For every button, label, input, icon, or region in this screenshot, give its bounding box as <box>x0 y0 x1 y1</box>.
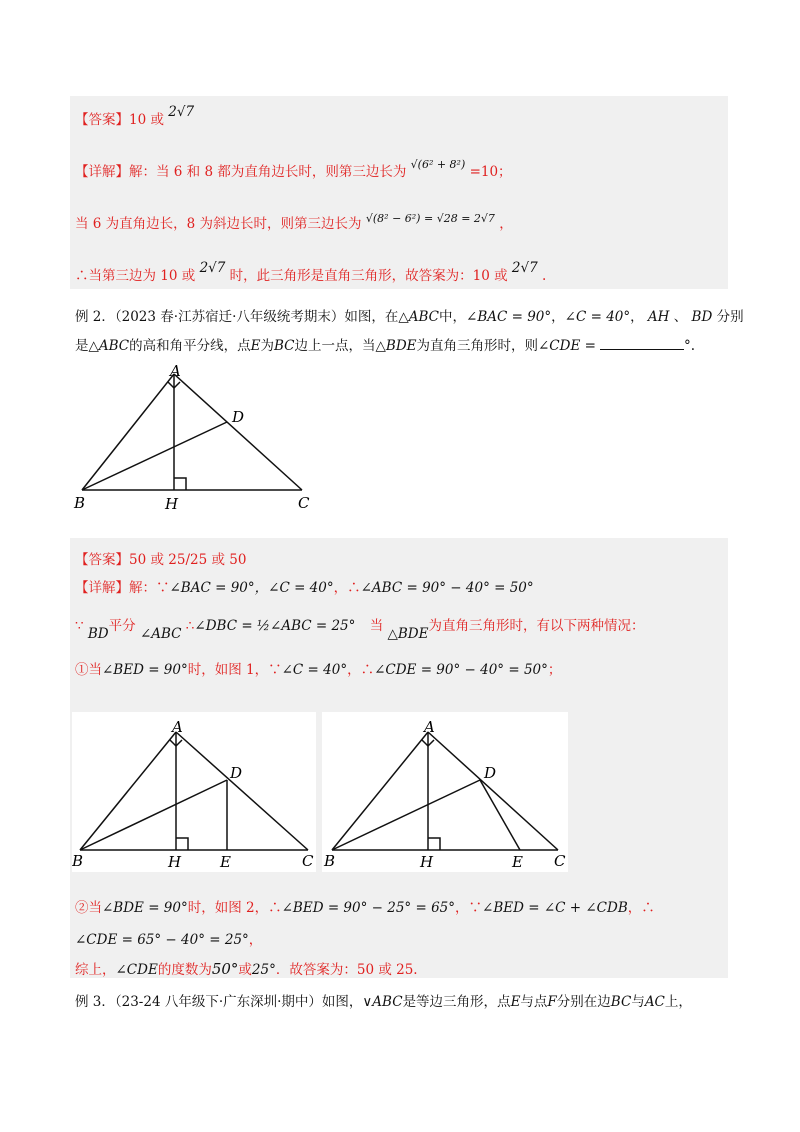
answer-blank[interactable] <box>600 339 684 350</box>
detail-2-line-2: ∵ BD平分 ∠ABC ∴∠DBC = ½∠ABC = 25° 当 △BDE为直角三角形时，有以下两种情况： <box>75 618 645 642</box>
fig1-label-d: D <box>230 764 243 782</box>
detail-line-1: 【详解】解：当 6 和 8 都为直角边长时，则第三边长为 $^{√(6^2 + 8^2)}$ =10； <box>75 158 512 180</box>
fig2-label-c: C <box>554 852 566 870</box>
right-angle-h <box>174 478 186 490</box>
label-a: A <box>170 362 181 380</box>
fig2-label-e: E <box>512 853 523 871</box>
label-b: B <box>74 494 86 512</box>
case-2-line-2: ∠CDE = 65° − 40° = 25°， <box>75 932 263 948</box>
side-ab <box>82 374 174 490</box>
side-ac <box>174 374 302 490</box>
case-1-line: ①当∠BED = 90°时，如图 1，∵∠C = 40°，∴∠CDE = 90° − 40° = 50°； <box>75 662 562 678</box>
fig2-label-a: A <box>424 718 435 736</box>
example-2-line-2: 是△ABC的高和角平分线，点E为BC边上一点，当△BDE为直角三角形时，则∠CDE = °. <box>75 338 695 354</box>
detail-2-line-1: 【详解】解：∵∠BAC = 90°，∠C = 40°，∴∠ABC = 90° − 40° = 50° <box>75 580 534 596</box>
triangle-figure-1 <box>72 712 316 872</box>
triangle-figure-2 <box>322 712 568 872</box>
case-2-line: ②当∠BDE = 90°时，如图 2，∴∠BED = 90° − 25° = 65°，∵∠BED = ∠C + ∠CDB，∴ <box>75 900 655 916</box>
fig1-label-h: H <box>168 853 182 871</box>
fig2-label-h: H <box>420 853 434 871</box>
detail-line-2: 当 6 为直角边长，8 为斜边长时，则第三边长为 $^{√(8^2 - 6^2) = √28 = 2√7}$ ， <box>75 212 513 232</box>
fig1-label-a: A <box>172 718 183 736</box>
fig1-label-b: B <box>72 852 84 870</box>
answer-line-1: 【答案】10 或 2√7 <box>75 104 195 128</box>
detail-line-3: ∴当第三边为 10 或 2√7 时，此三角形是直角三角形，故答案为：10 或 2√7 . <box>75 260 547 284</box>
fig1-label-c: C <box>302 852 314 870</box>
bisector-bd <box>82 422 227 490</box>
fig1-label-e: E <box>220 853 231 871</box>
answer-line-2: 【答案】50 或 25/25 或 50 <box>75 552 247 568</box>
label-h: H <box>165 495 179 512</box>
label-d: D <box>232 408 245 426</box>
example-2-line-1: 例 2．（2023 春·江苏宿迁·八年级统考期末）如图，在△ABC中，∠BAC = 90°，∠C = 40°， AH 、 BD 分别 <box>75 309 744 325</box>
summary-line: 综上，∠CDE的度数为50°或25°．故答案为：50 或 25. <box>75 960 418 978</box>
example-3-line: 例 3．（23-24 八年级下·广东深圳·期中）如图，∨ABC是等边三角形，点E与点F分别在边BC与AC上， <box>75 994 692 1010</box>
fig2-label-d: D <box>484 764 497 782</box>
fig2-label-b: B <box>324 852 336 870</box>
label-c: C <box>298 494 310 512</box>
triangle-figure-main <box>70 362 330 512</box>
